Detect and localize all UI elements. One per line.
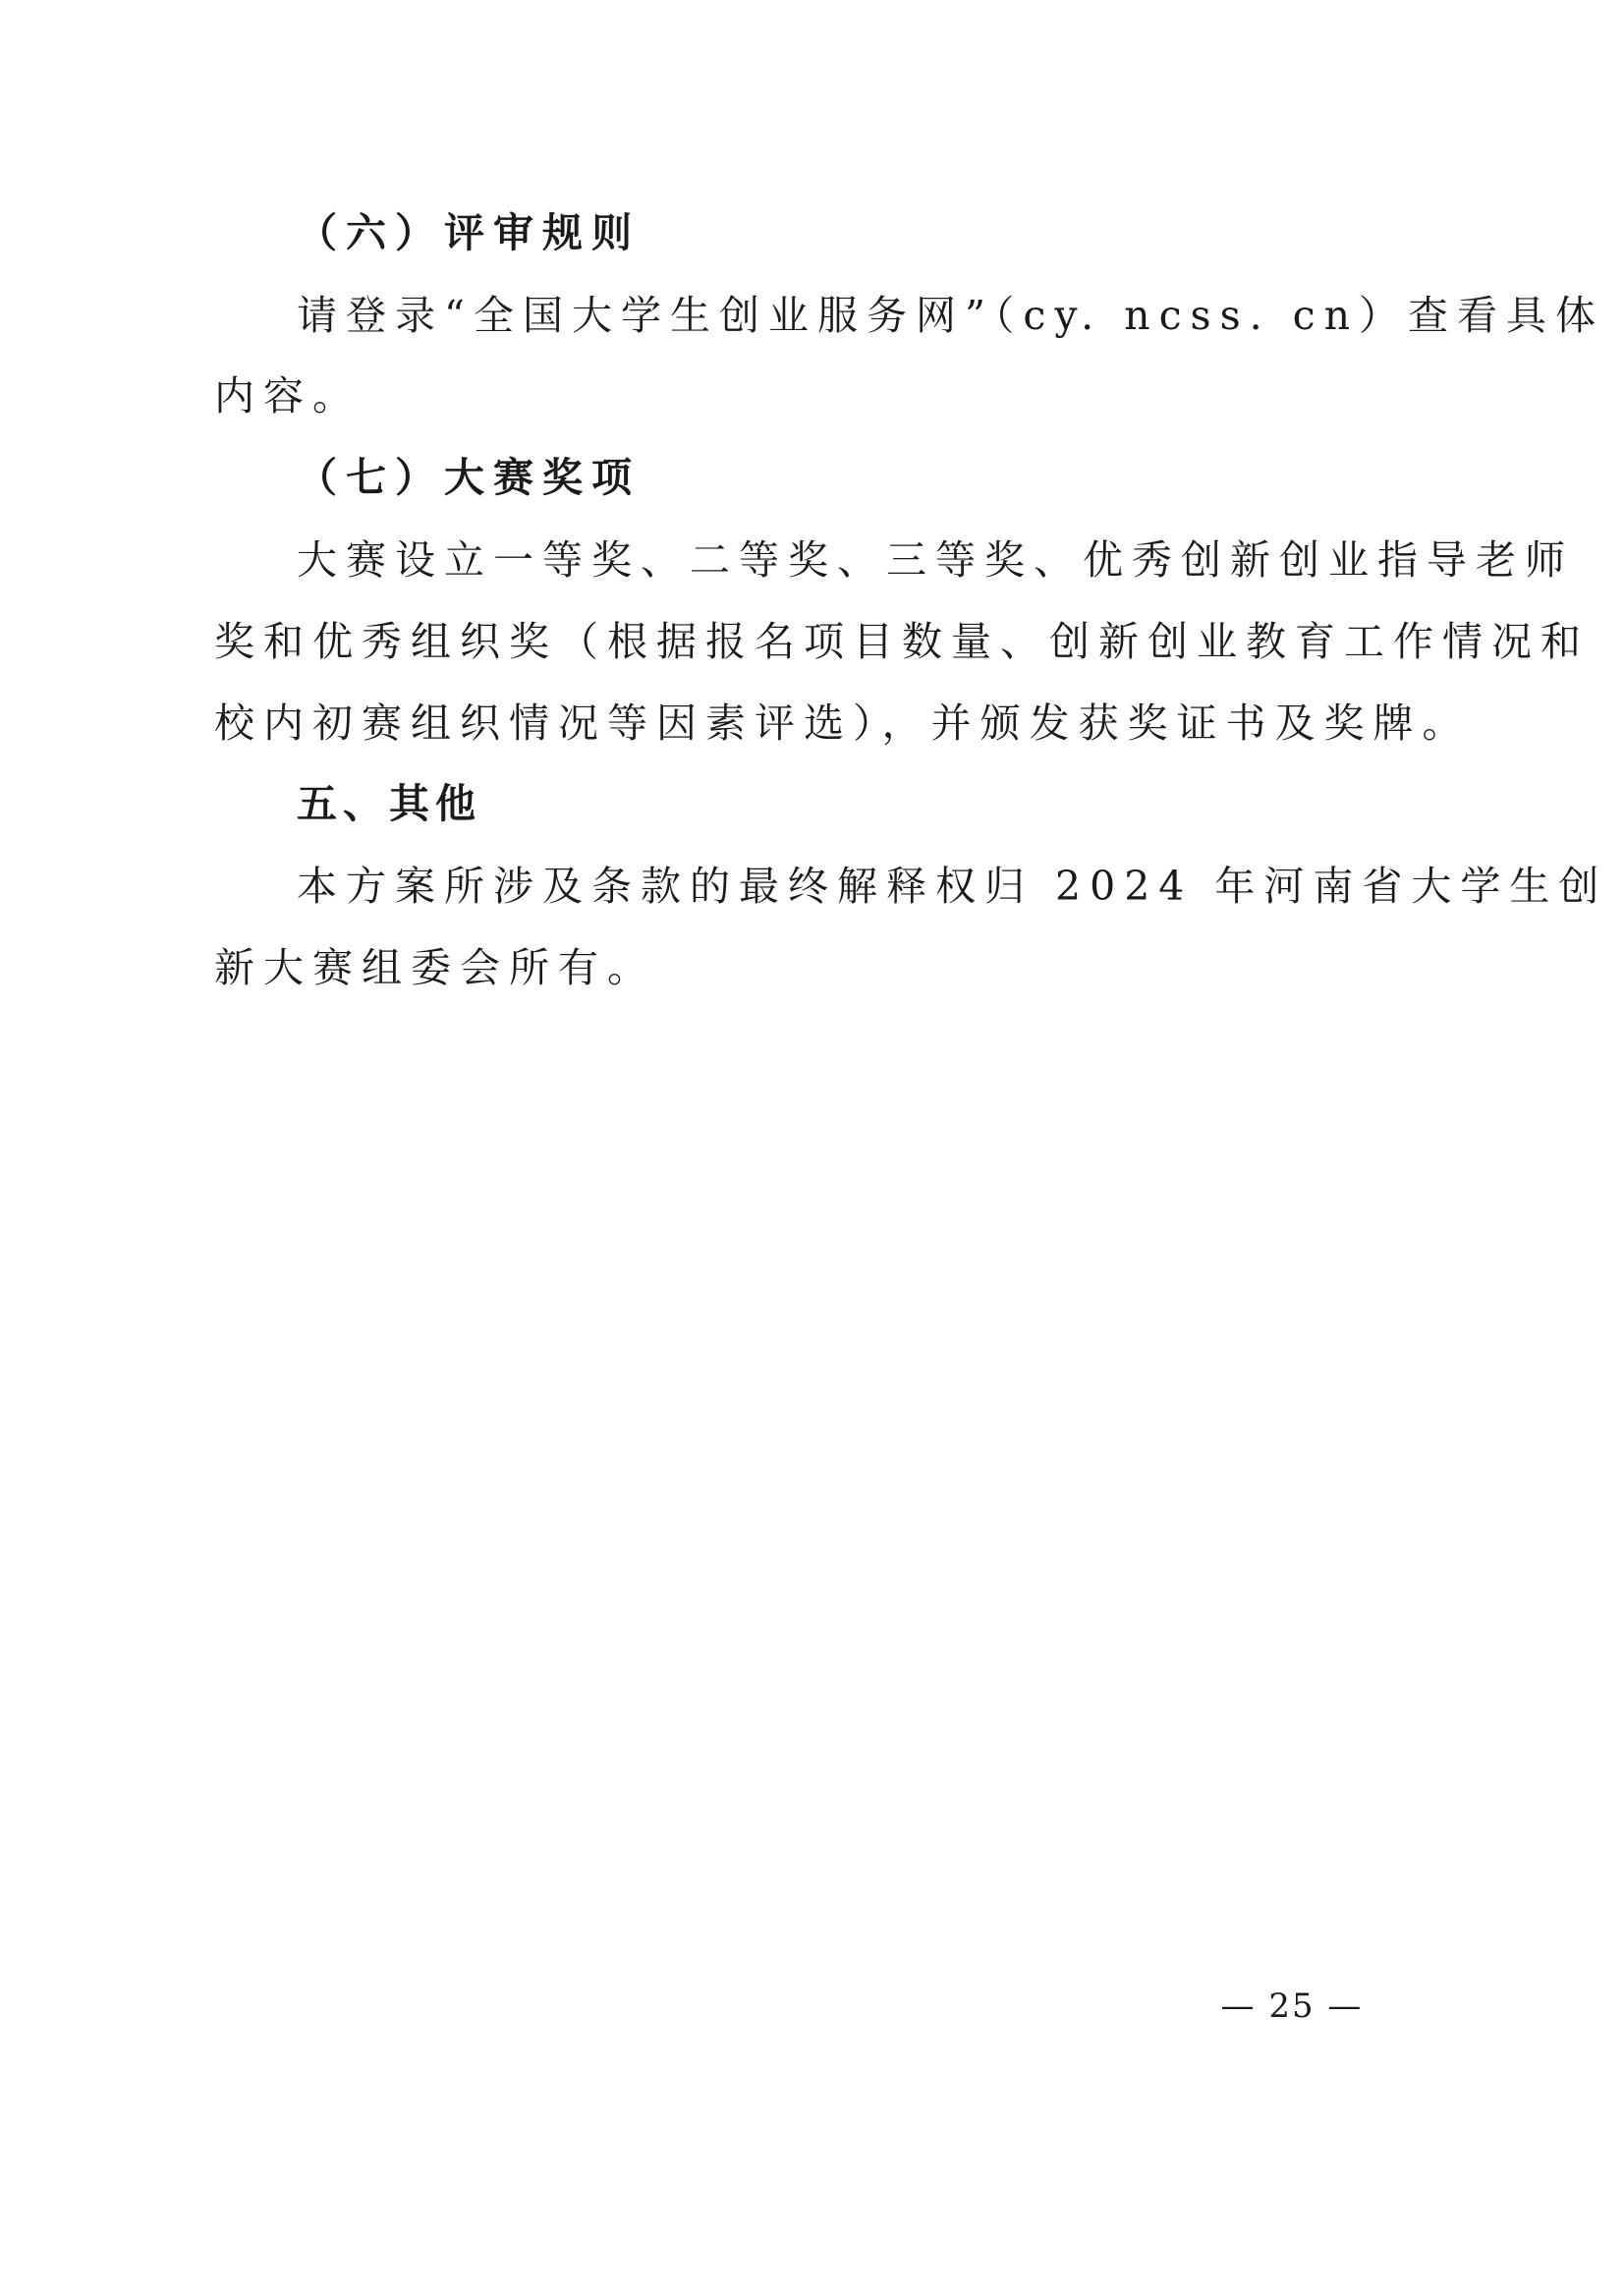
paragraph-awards-line-3: 校内初赛组织情况等因素评选），并颁发获奖证书及奖牌。: [214, 700, 1472, 747]
page-number: — 25 —: [1220, 1987, 1364, 2026]
subheading-review-rules: （六）评审规则: [297, 209, 641, 256]
paragraph-review-rules-line-1: 请登录“全国大学生创业服务网”（cy. ncss. cn）查看具体: [297, 292, 1605, 339]
section-heading-other: 五、其他: [297, 780, 481, 827]
paragraph-other-line-2: 新大赛组委会所有。: [214, 944, 656, 991]
subheading-awards: （七）大赛奖项: [297, 454, 641, 501]
paragraph-awards-line-1: 大赛设立一等奖、二等奖、三等奖、优秀创新创业指导老师: [297, 536, 1574, 584]
paragraph-other-line-1: 本方案所涉及条款的最终解释权归 2024 年河南省大学生创: [297, 863, 1608, 910]
paragraph-review-rules-line-2: 内容。: [214, 372, 362, 420]
paragraph-awards-line-2: 奖和优秀组织奖（根据报名项目数量、创新创业教育工作情况和: [214, 618, 1590, 665]
